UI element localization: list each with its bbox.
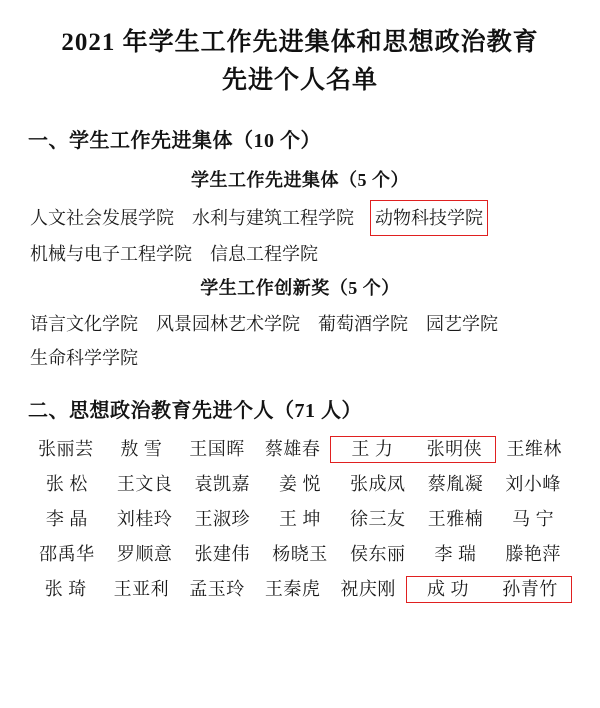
person-name: 王雅楠 xyxy=(427,509,484,529)
person-name: 袁凯嘉 xyxy=(194,474,251,494)
collective-unit: 语言文化学院 xyxy=(30,314,138,334)
person-name: 刘桂玲 xyxy=(116,509,173,529)
person-name: 孟玉玲 xyxy=(189,579,245,599)
highlight-box xyxy=(330,436,496,463)
person-name: 罗顺意 xyxy=(116,544,173,564)
person-name: 敖 雪 xyxy=(120,439,163,459)
person-name: 王亚利 xyxy=(113,579,170,599)
person-name: 王秦虎 xyxy=(264,579,321,599)
person-name: 邵禹华 xyxy=(39,544,95,564)
document-title xyxy=(28,24,572,100)
person-name: 李 晶 xyxy=(45,509,88,529)
collective-unit: 园艺学院 xyxy=(426,314,498,334)
person-name: 蔡雄春 xyxy=(264,439,321,459)
person-name: 侯东丽 xyxy=(349,544,406,564)
person-row xyxy=(28,432,572,467)
person-name: 张成凤 xyxy=(349,474,406,494)
person-name: 王文良 xyxy=(116,474,173,494)
person-row xyxy=(28,537,572,572)
collective-row xyxy=(28,238,572,270)
person-name: 王维林 xyxy=(506,439,562,459)
collective-unit: 人文社会发展学院 xyxy=(30,208,174,228)
collective-unit: 葡萄酒学院 xyxy=(318,314,408,334)
subsection-heading-collectives: 学生工作先进集体（5 个） xyxy=(191,170,409,190)
person-name: 李 瑞 xyxy=(434,544,477,564)
collective-unit: 水利与建筑工程学院 xyxy=(192,208,354,228)
collective-row xyxy=(28,308,572,340)
section-heading-2: 二、思想政治教育先进个人（71 人） xyxy=(28,400,362,422)
person-name: 张建伟 xyxy=(194,544,251,564)
person-name: 王淑珍 xyxy=(194,509,251,529)
person-name: 王国晖 xyxy=(189,439,245,459)
person-name: 祝庆刚 xyxy=(340,579,396,599)
collective-unit: 风景园林艺术学院 xyxy=(156,314,300,334)
person-name-highlighted: 孙青竹 xyxy=(502,579,558,599)
person-name: 马 宁 xyxy=(512,509,555,529)
person-name-highlighted: 王 力 xyxy=(351,439,394,459)
person-name-highlighted: 成 功 xyxy=(426,579,469,599)
collective-unit-highlighted: 动物科技学院 xyxy=(370,200,488,236)
person-list xyxy=(28,432,572,607)
person-name: 徐三友 xyxy=(349,509,406,529)
person-row xyxy=(28,572,572,607)
document-title-line-2: 先进个人名单 xyxy=(221,67,378,94)
subsection-heading-innovation-award: 学生工作创新奖（5 个） xyxy=(200,278,400,298)
person-name: 张 松 xyxy=(45,474,88,494)
person-name: 杨晓玉 xyxy=(272,544,328,564)
section-heading-1: 一、学生工作先进集体（10 个） xyxy=(28,130,321,152)
person-row xyxy=(28,467,572,502)
person-name: 刘小峰 xyxy=(505,474,561,494)
collective-row xyxy=(28,342,572,374)
person-name: 滕艳萍 xyxy=(505,544,561,564)
highlight-box xyxy=(406,576,572,603)
collective-row xyxy=(28,200,572,236)
person-name: 张丽芸 xyxy=(38,439,94,459)
person-name: 蔡胤凝 xyxy=(427,474,484,494)
collective-unit: 生命科学学院 xyxy=(30,348,138,368)
collective-unit: 信息工程学院 xyxy=(210,244,318,264)
person-name: 王 坤 xyxy=(279,509,322,529)
person-name: 张 琦 xyxy=(44,579,87,599)
person-name-highlighted: 张明侠 xyxy=(426,439,483,459)
person-row xyxy=(28,502,572,537)
collective-unit: 机械与电子工程学院 xyxy=(30,244,192,264)
person-name: 姜 悦 xyxy=(279,474,322,494)
document-title-line-1: 2021 年学生工作先进集体和思想政治教育 xyxy=(61,29,539,56)
